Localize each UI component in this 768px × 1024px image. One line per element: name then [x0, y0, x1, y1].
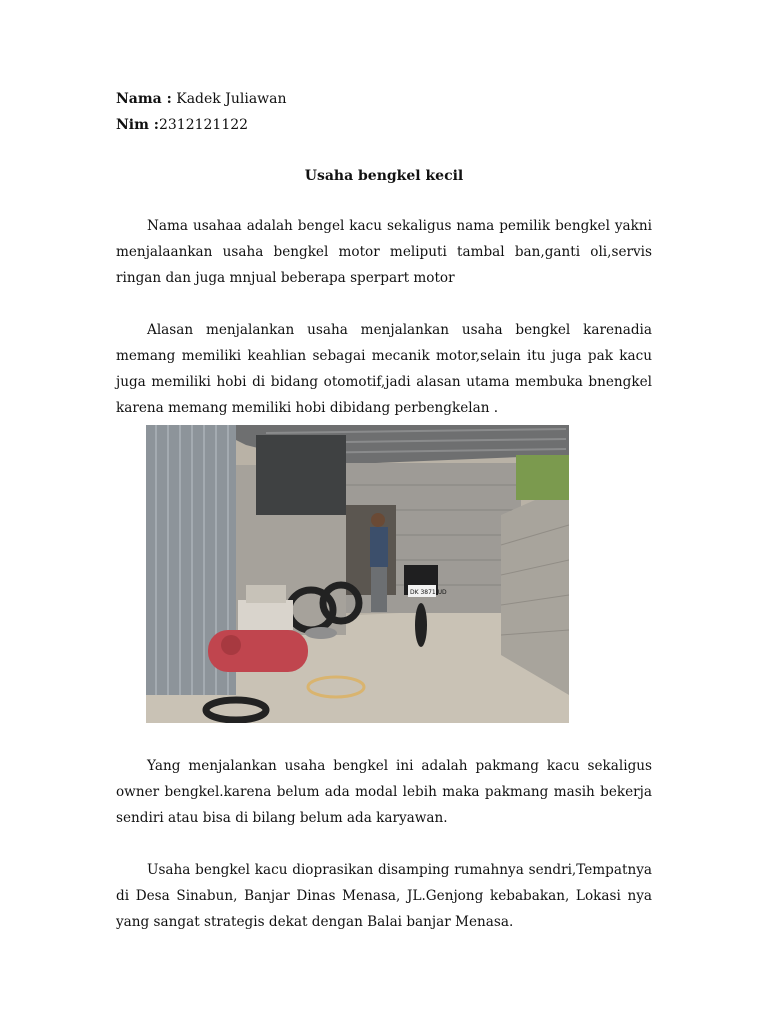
nim-label: Nim :: [116, 117, 159, 133]
name-value: Kadek Juliawan: [171, 91, 287, 107]
document-title: Usaha bengkel kecil: [304, 168, 464, 184]
license-plate: DK 3871 UD: [410, 589, 447, 596]
nim-value: 2312121122: [158, 117, 249, 133]
workshop-photo: [146, 425, 569, 723]
nim-line: [116, 112, 652, 138]
paragraph-location: Usaha bengkel kacu dioprasikan disamping rumahnya sendri,Tempatnya di Desa Sinabun, Banjar Dinas Menasa, JL.Genjong kebabakan, Lokasi nya yang sangat strategis dekat dengan Balai banjar Menasa.: [116, 862, 652, 930]
paragraph-business-name: Nama usahaa adalah bengel kacu sekaligus nama pemilik bengkel yakni menjalaankan usaha bengkel motor meliputi tambal ban,ganti oli,servis ringan dan juga mnjual beberapa sperpart motor: [116, 218, 652, 286]
paragraph-operator: Yang menjalankan usaha bengkel ini adalah pakmang kacu sekaligus owner bengkel.karena belum ada modal lebih maka pakmang masih bekerja sendiri atau bisa di bilang belum ada karyawan.: [116, 758, 652, 826]
paragraph-reason: Alasan menjalankan usaha menjalankan usaha bengkel karenadia memang memiliki keahlian sebagai mecanik motor,selain itu juga pak kacu juga memiliki hobi di bidang otomotif,jadi alasan utama membuka bnengkel karena memang memiliki hobi dibidang perbengkelan .: [116, 322, 652, 416]
name-label: Nama :: [116, 91, 172, 107]
name-line: [116, 86, 652, 112]
document-page: [116, 86, 652, 935]
